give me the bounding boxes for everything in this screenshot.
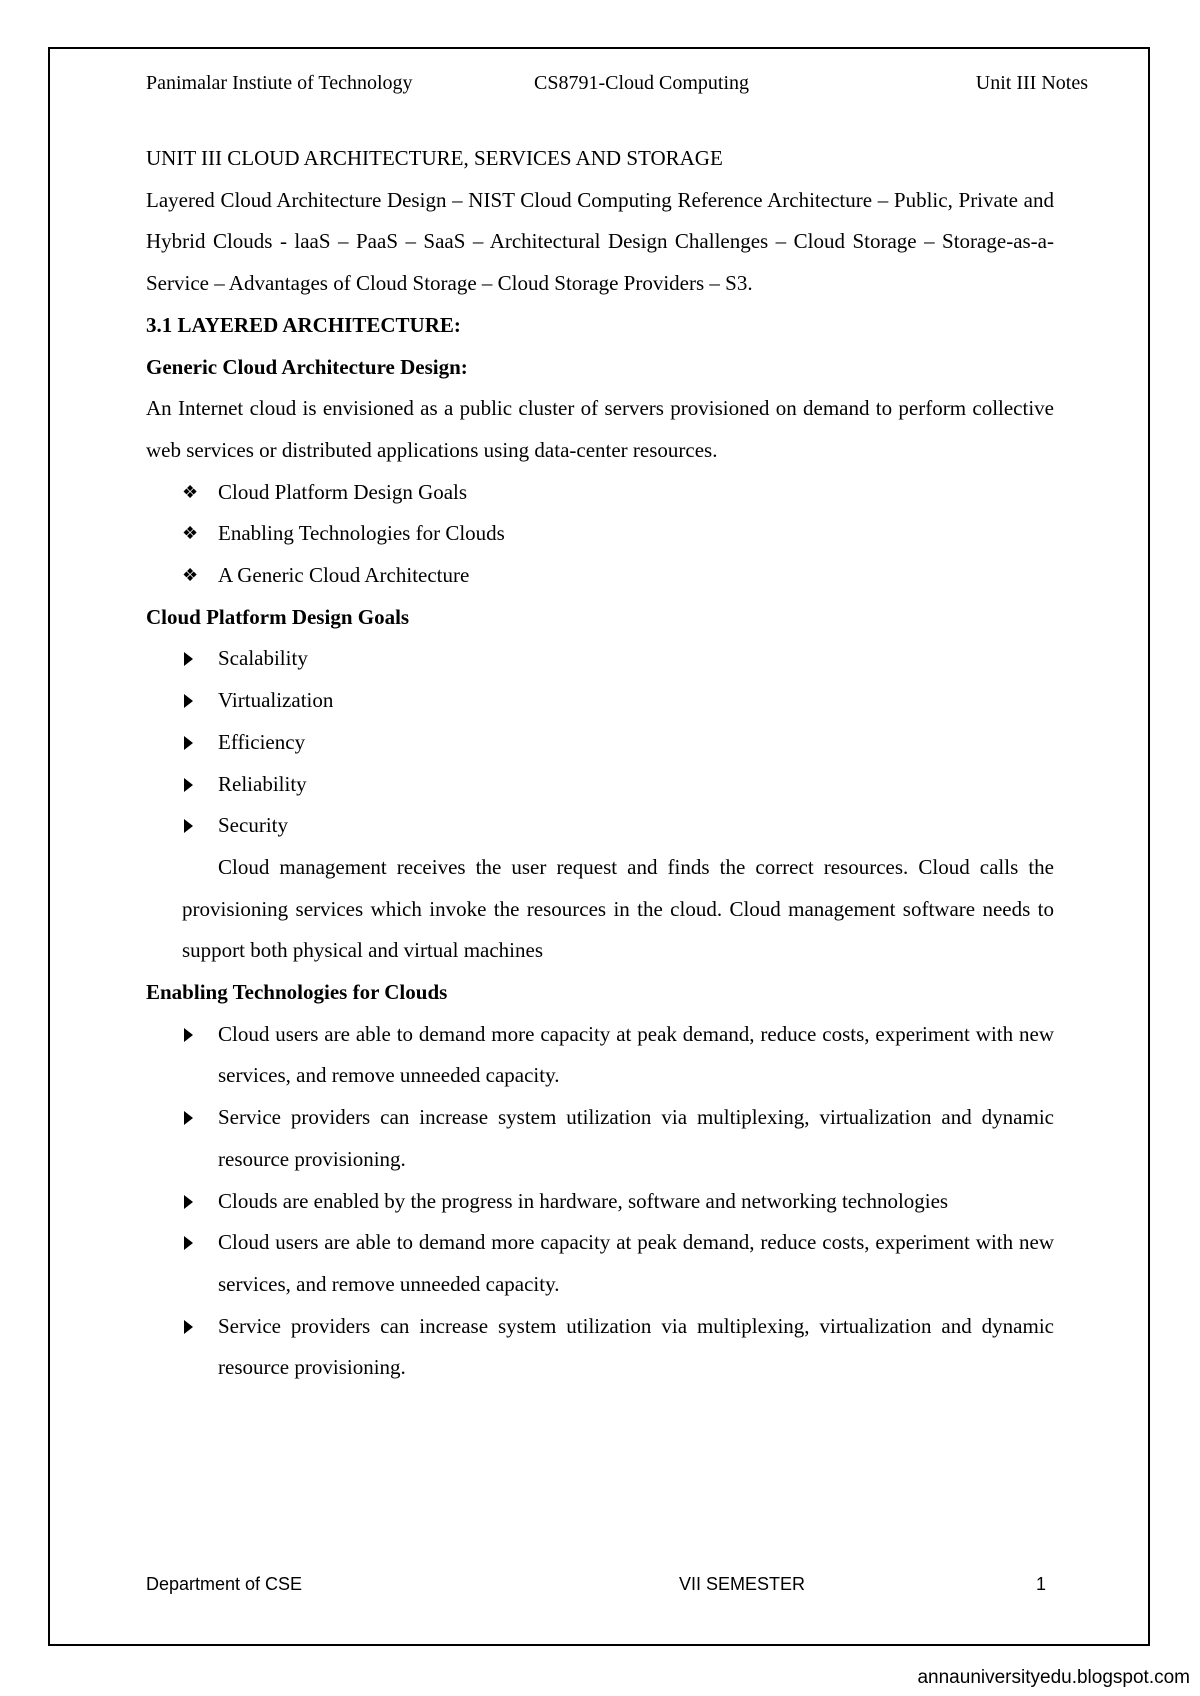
list-item-text: Service providers can increase system utilization via multiplexing, virtualization and dynamic resource provisioning. xyxy=(218,1105,1054,1171)
list-item xyxy=(146,1181,1054,1223)
list-item-text: A Generic Cloud Architecture xyxy=(218,563,470,588)
list-item xyxy=(146,472,1054,514)
footer-department: Department of CSE xyxy=(146,1574,303,1594)
list-item xyxy=(146,513,1054,555)
generic-heading: Generic Cloud Architecture Design: xyxy=(146,354,468,379)
design-goals-heading: Cloud Platform Design Goals xyxy=(146,604,410,629)
cloud-management-paragraph: Cloud management receives the user request and finds the correct resources. Cloud calls the provisioning services which invoke the resources in the cloud. Cloud management software needs to support both physical and virtual machines xyxy=(182,854,1054,963)
list-item-text: Clouds are enabled by the progress in hardware, software and networking technologies xyxy=(218,1188,949,1213)
triangle-bullet-icon xyxy=(184,694,193,708)
syllabus-paragraph: Layered Cloud Architecture Design – NIST Cloud Computing Reference Architecture – Public, Private and Hybrid Clouds - laaS – PaaS – SaaS – Architectural Design Challenges – Cloud Storage – Storage-as-a-Service – Advantages of Cloud Storage – Cloud Storage Providers – S3. xyxy=(146,187,1054,296)
header-institution: Panimalar Instiute of Technology xyxy=(146,72,413,94)
list-item xyxy=(146,1222,1054,1305)
section-heading: 3.1 LAYERED ARCHITECTURE: xyxy=(146,312,461,337)
triangle-bullet-icon xyxy=(184,819,193,833)
header-course: CS8791-Cloud Computing xyxy=(534,72,750,94)
page-footer xyxy=(146,1574,1046,1602)
enabling-heading: Enabling Technologies for Clouds xyxy=(146,980,448,1005)
list-item xyxy=(146,555,1054,597)
list-item-text: Service providers can increase system utilization via multiplexing, virtualization and dynamic resource provisioning. xyxy=(218,1313,1054,1380)
header-unit: Unit III Notes xyxy=(975,72,1088,94)
triangle-bullet-icon xyxy=(184,736,193,750)
footer-page-number: 1 xyxy=(1035,1574,1046,1594)
list-item xyxy=(146,1097,1054,1180)
diamond-bullet-icon: ❖ xyxy=(182,565,199,586)
triangle-bullet-icon xyxy=(184,778,193,792)
triangle-bullet-icon xyxy=(184,1028,193,1042)
list-item-text: Reliability xyxy=(218,771,307,796)
list-item-text: Scalability xyxy=(218,646,308,671)
list-item-text: Virtualization xyxy=(218,688,334,713)
list-item xyxy=(146,805,1054,847)
list-item-text: Enabling Technologies for Clouds xyxy=(218,521,505,546)
list-item xyxy=(146,1014,1054,1097)
list-item xyxy=(146,638,1054,680)
list-item xyxy=(146,680,1054,722)
enabling-list xyxy=(146,1014,1054,1389)
list-item-text: Security xyxy=(218,813,288,838)
list-item xyxy=(146,722,1054,764)
list-item-text: Cloud Platform Design Goals xyxy=(218,479,468,504)
triangle-bullet-icon xyxy=(184,1320,193,1334)
page-header xyxy=(146,72,1088,100)
diamond-bullet-icon: ❖ xyxy=(182,481,199,502)
triangle-bullet-icon xyxy=(184,1236,193,1250)
page-content xyxy=(146,138,1054,1389)
unit-title: UNIT III CLOUD ARCHITECTURE, SERVICES AND STORAGE xyxy=(146,146,723,170)
list-item-text: Cloud users are able to demand more capacity at peak demand, reduce costs, experiment with new services, and remove unneeded capacity. xyxy=(218,1021,1054,1088)
triangle-bullet-icon xyxy=(184,652,193,666)
design-goals-list xyxy=(146,638,1054,847)
triangle-bullet-icon xyxy=(184,1111,193,1125)
triangle-bullet-icon xyxy=(184,1195,193,1209)
generic-paragraph: An Internet cloud is envisioned as a public cluster of servers provisioned on demand to perform collective web services or distributed applications using data-center resources. xyxy=(146,396,1054,462)
list-item xyxy=(146,764,1054,806)
diamond-bullet-icon: ❖ xyxy=(182,523,199,544)
footer-semester: VII SEMESTER xyxy=(679,1574,806,1594)
list-item xyxy=(146,1306,1054,1389)
watermark: annauniversityedu.blogspot.com xyxy=(917,1667,1190,1688)
list-item-text: Cloud users are able to demand more capacity at peak demand, reduce costs, experiment with new services, and remove unneeded capacity. xyxy=(218,1230,1054,1296)
list-item-text: Efficiency xyxy=(218,729,306,754)
topic-list xyxy=(146,472,1054,597)
